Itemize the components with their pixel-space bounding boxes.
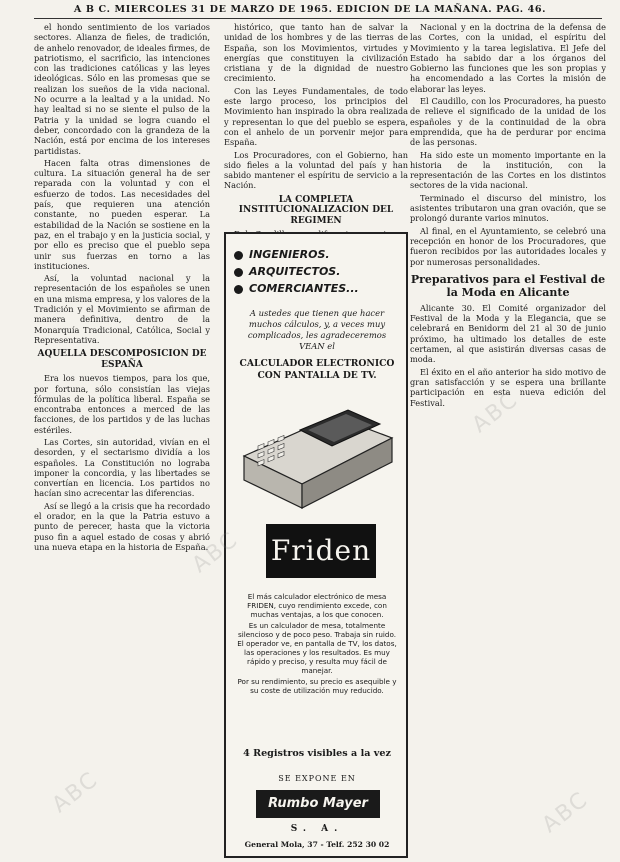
- abc-watermark: ABC: [537, 786, 594, 839]
- dealer-address: General Mola, 37 - Telf. 252 30 02: [244, 840, 390, 849]
- paragraph: Así se llegó a la crisis que ha recordado el orador, en la que la Patria estuvo a punto de perecer, hasta que la victoria puso fin a aquel estado de cosas y abrió una nueva etapa en la historia de España.: [34, 500, 210, 552]
- abc-watermark: ABC: [187, 526, 244, 579]
- column-right: [410, 22, 606, 410]
- ad-paragraph: Por su rendimiento, su precio es asequible y su coste de utilización muy reducido.: [237, 677, 397, 695]
- dealer-suffix: S. A.: [290, 824, 344, 834]
- abc-watermark: ABC: [467, 386, 524, 439]
- ad-product-name: CALCULADOR ELECTRONICO CON PANTALLA DE TV.: [239, 358, 395, 381]
- friden-advertisement: [224, 232, 408, 858]
- column-left: [34, 22, 210, 554]
- ad-body: [234, 592, 400, 697]
- abc-watermark: ABC: [47, 766, 104, 819]
- paragraph: El Caudillo, con los Procuradores, ha puesto de relieve el significado de la unidad de los españoles y de la continuidad de la obra emprendida, que ha de perdurar por encima de las personas.: [410, 96, 606, 148]
- article-headline: Preparativos para el Festival de la Moda en Alicante: [410, 272, 606, 299]
- ad-bullet: INGENIEROS.: [234, 246, 404, 263]
- paragraph: Ha sido este un momento importante en la historia de la institución, con la representación de las Cortes en los distintos sectores de la vida nacional.: [410, 149, 606, 191]
- paragraph: el hondo sentimiento de los variados sectores. Alianza de fieles, de tradición, de anhelo renovador, de ideales firmes, de patriotismo, el sacrificio, las intenciones con las tradiciones católicas y las leyes ideológicas. Sólo en las promesas que se realizan los sueños de la vida nacional. No ocurre a la lealtad y a la unidad. No hay lealtad si no se siente el pulso de la Patria y la unidad se logra cuando el deber, concordado con la grandeza de la Nación, está por encima de los intereses partidistas.: [34, 22, 210, 156]
- paragraph: Las Cortes, sin autoridad, vivían en el desorden, y el sectarismo dividía a los españoles. La Constitución no lograba imponer la concordia, y las libertades se convertían en licencia. Los partidos no hacían sino acrecentar las diferencias.: [34, 436, 210, 499]
- ad-paragraph: Es un calculador de mesa, totalmente silencioso y de poco peso. Trabaja sin ruido. El operador ve, en pantalla de TV, los datos, las operaciones y los resultados. Es muy rápido y preciso, y resulta muy fácil de manejar.: [237, 621, 397, 675]
- column-middle: [224, 22, 408, 262]
- bullet-icon: [234, 285, 243, 294]
- bullet-icon: [234, 251, 243, 260]
- friden-logo: Friden: [266, 524, 376, 578]
- page-header: A B C. MIERCOLES 31 DE MARZO DE 1965. EDICION DE LA MAÑANA. PAG. 46.: [73, 4, 547, 15]
- paragraph: Nacional y en la doctrina de la defensa de las Cortes, con la unidad, el espíritu del Movimiento y la tarea legislativa. El Jefe del Estado ha sabido dar a los órganos del Gobierno las funciones que les son propias y ha encomendado a las Cortes la misión de elaborar las leyes.: [410, 22, 606, 94]
- bullet-icon: [234, 268, 243, 277]
- paragraph: El éxito en el año anterior ha sido motivo de gran satisfacción y se espera una brillante participación en esta nueva edición del Festival.: [410, 366, 606, 408]
- paragraph: Al final, en el Ayuntamiento, se celebró una recepción en honor de los Procuradores, que fueron recibidos por las autoridades locales y por numerosas personalidades.: [410, 225, 606, 267]
- paragraph: Los Procuradores, con el Gobierno, han sido fieles a la voluntad del país y han sabido mantener el espíritu de servicio a la Nación.: [224, 149, 408, 191]
- ad-intro: A ustedes que tienen que hacer muchos cálculos, y, a veces muy complicados, les agradeceremos VEAN el: [247, 308, 387, 351]
- ad-registers: 4 Registros visibles a la vez: [243, 748, 391, 759]
- dealer-logo: Rumbo Mayer: [256, 790, 380, 818]
- header-rule: [34, 18, 602, 19]
- paragraph: Con las Leyes Fundamentales, de todo este largo proceso, los principios del Movimiento han inspirado la obra realizada y representan lo que del pueblo se espera, con el anhelo de un porvenir mejor para España.: [224, 85, 408, 148]
- paragraph: Era los nuevos tiempos, para los que, por fortuna, sólo consistían las viejas fórmulas de la política liberal. España se encontraba entonces a merced de las facciones, de los partidos y de las luchas estériles.: [34, 373, 210, 435]
- paragraph: Terminado el discurso del ministro, los asistentes tributaron una gran ovación, que se prolongó durante varios minutos.: [410, 192, 606, 224]
- paragraph: Alicante 30. El Comité organizador del Festival de la Moda y la Elegancia, que se celebrará en Benidorm del 21 al 30 de junio próximo, ha ultimado los detalles de este certamen, al que asistirán diversas casas de moda.: [410, 302, 606, 365]
- section-heading: LA COMPLETA INSTITUCIONALIZACION DEL REGIMEN: [238, 194, 394, 226]
- paragraph: Así, la voluntad nacional y la representación de los españoles se unen en una misma empresa, y los valores de la Tradición y el Movimiento se afirman de manera definitiva, dentro de la Monarquía Tradicional, Católica, Social y Representativa.: [34, 273, 210, 345]
- ad-paragraph: El más calculador electrónico de mesa FRIDEN, cuyo rendimiento excede, con muchas ventajas, a los que conocen.: [247, 592, 387, 619]
- ad-bullet: COMERCIANTES...: [234, 280, 404, 297]
- paragraph: Hacen falta otras dimensiones de cultura. La situación general ha de ser reparada con la voluntad y con el esfuerzo de todos. Las necesidades del país, que requieren una atención constante, no pueden esperar. La estabilidad de la Nación se sostiene en la paz, en el trabajo y en la justicia social, y por ello es preciso que el pueblo sepa unir sus fuerzas en torno a las instituciones.: [34, 157, 210, 271]
- ad-bullet-list: [234, 246, 404, 297]
- calculator-machine-illustration: [238, 394, 396, 516]
- section-heading: AQUELLA DESCOMPOSICION DE ESPAÑA: [37, 349, 207, 370]
- ad-sale-label: SE EXPONE EN: [278, 774, 356, 783]
- paragraph: histórico, que tanto han de salvar la unidad de los hombres y de las tierras de España, son los Movimientos, virtudes y energías que constituyen la civilización cristiana y de la dignidad de nuestro crecimiento.: [224, 22, 408, 84]
- ad-bullet: ARQUITECTOS.: [234, 263, 404, 280]
